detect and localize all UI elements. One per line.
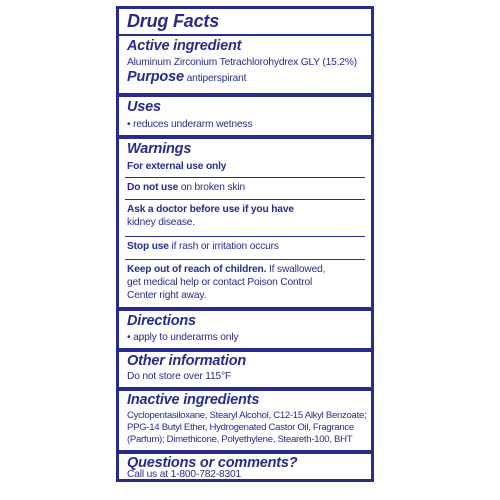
bullet-icon: •: [127, 119, 134, 130]
purpose-row: [127, 71, 246, 85]
warnings-heading: Warnings: [127, 141, 192, 157]
questions-phone: Call us at 1-800-782-8301: [127, 469, 242, 480]
stop-use-row: [127, 241, 279, 253]
uses-item-text: reduces underarm wetness: [133, 119, 253, 130]
section-divider: [119, 93, 371, 97]
section-divider: [119, 450, 371, 454]
directions-item: [127, 332, 238, 344]
keep-out-text-2: get medical help or contact Poison Control: [127, 277, 313, 288]
uses-item: [127, 119, 252, 131]
keep-out-text: If swallowed,: [268, 264, 326, 275]
active-ingredient-text: Aluminum Zirconium Tetrachlorohydrex GLY (15.2%): [127, 57, 358, 68]
warning-divider: [125, 259, 365, 260]
other-info-text: Do not store over 115°F: [127, 371, 232, 382]
ask-doctor-label: Ask a doctor before use if you have: [127, 204, 294, 215]
purpose-value: antiperspirant: [186, 73, 247, 84]
do-not-use-text: on broken skin: [180, 182, 245, 193]
directions-heading: Directions: [127, 313, 196, 329]
title-divider: [119, 34, 371, 36]
stop-use-text: if rash or irritation occurs: [171, 241, 279, 252]
do-not-use-row: [127, 182, 245, 194]
warning-divider: [125, 177, 365, 178]
purpose-label: Purpose: [127, 69, 184, 85]
keep-out-label: Keep out of reach of children.: [127, 264, 267, 275]
section-divider: [119, 387, 371, 391]
section-divider: [119, 348, 371, 352]
drug-facts-title: Drug Facts: [127, 11, 220, 31]
inactive-ingredients-text: Cyclopentasiloxane, Stearyl Alcohol, C12-15 Alkyl Benzoate; PPG-14 Butyl Ether, Hydrogenated Castor Oil, Fragrance (Parfum); Dimethicone, Polyethylene, Steareth-100, BHT: [127, 410, 367, 446]
drug-facts-panel: [116, 6, 374, 482]
section-divider: [119, 307, 371, 311]
other-info-heading: Other information: [127, 353, 247, 369]
uses-heading: Uses: [127, 99, 161, 115]
stop-use-label: Stop use: [127, 241, 169, 252]
warning-divider: [125, 199, 365, 200]
keep-out-row: [127, 264, 325, 276]
warning-divider: [125, 236, 365, 237]
keep-out-text-3: Center right away.: [127, 290, 207, 301]
ask-doctor-text: kidney disease.: [127, 217, 195, 228]
active-ingredient-heading: Active ingredient: [127, 38, 242, 54]
directions-item-text: apply to underarms only: [133, 332, 239, 343]
external-use-text: For external use only: [127, 161, 227, 172]
bullet-icon: •: [127, 332, 134, 343]
do-not-use-label: Do not use: [127, 182, 179, 193]
questions-heading: Questions or comments?: [127, 455, 298, 471]
section-divider: [119, 135, 371, 139]
inactive-ingredients-heading: Inactive ingredients: [127, 392, 260, 408]
